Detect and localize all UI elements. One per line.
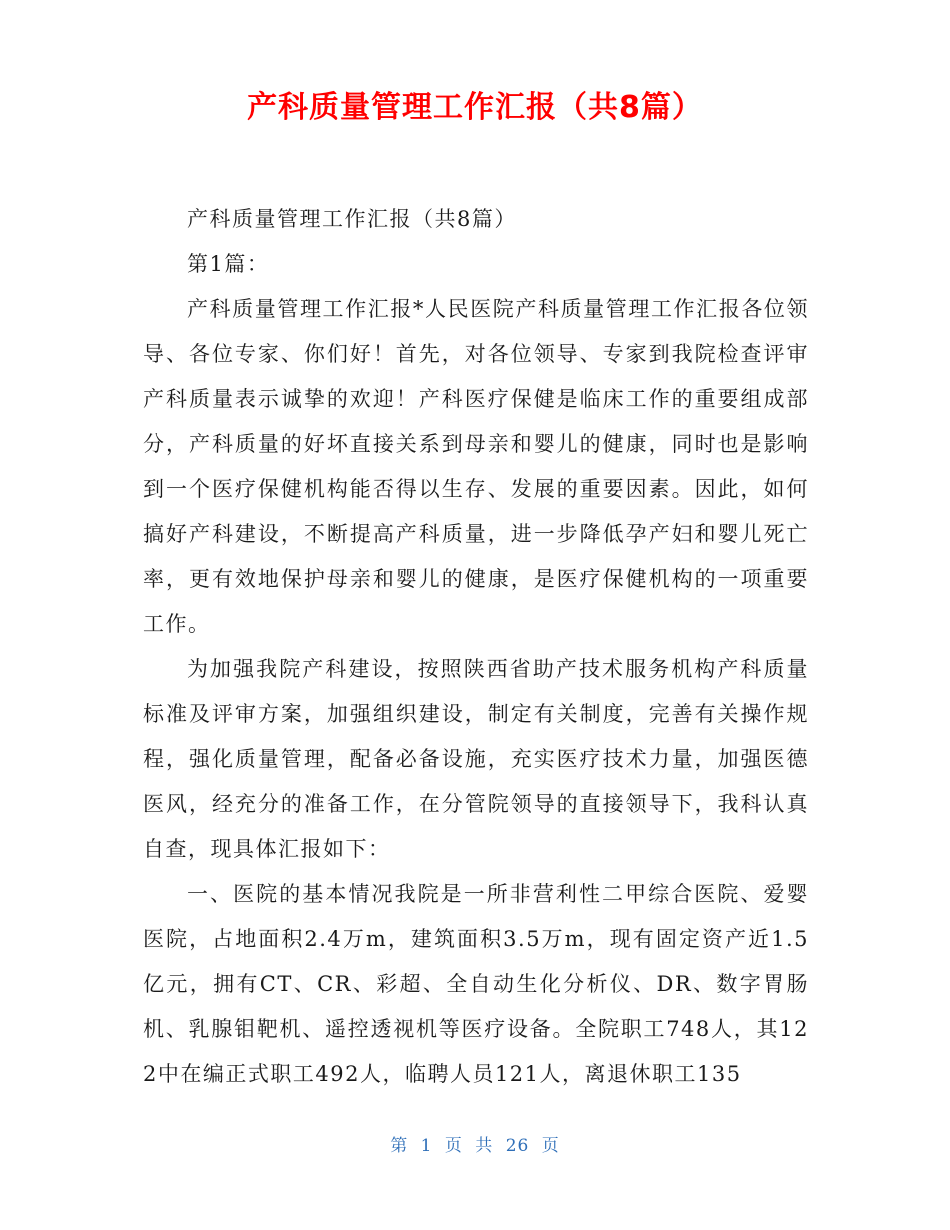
- paragraph-preparation: 为加强我院产科建设，按照陕西省助产技术服务机构产科质量标准及评审方案，加强组织建设，制定有关制度，完善有关操作规程，强化质量管理，配备必备设施，充实医疗技术力量，加强医德医风，经充分的准备工作，在分管院领导的直接领导下，我科认真自查，现具体汇报如下：: [143, 657, 809, 861]
- paragraph-subtitle: 产科质量管理工作汇报（共8篇）: [187, 207, 517, 231]
- page-number-footer: 第 1 页 共 26 页: [390, 1136, 560, 1156]
- paragraph-hospital-overview: 一、医院的基本情况我院是一所非营利性二甲综合医院、爱婴医院，占地面积2.4万m，建筑面积3.5万m，现有固定资产近1.5亿元，拥有CT、CR、彩超、全自动生化分析仪、DR、数字胃肠机、乳腺钼靶机、遥控透视机等医疗设备。全院职工748人，其122中在编正式职工492人，临聘人员121人，离退休职工135: [143, 882, 809, 1086]
- document-body: [143, 197, 809, 1097]
- paragraph-intro: 产科质量管理工作汇报*人民医院产科质量管理工作汇报各位领导、各位专家、你们好！首先，对各位领导、专家到我院检查评审产科质量表示诚挚的欢迎！产科医疗保健是临床工作的重要组成部分，产科质量的好坏直接关系到母亲和婴儿的健康，同时也是影响到一个医疗保健机构能否得以生存、发展的重要因素。因此，如何搞好产科建设，不断提高产科质量，进一步降低孕产妇和婴儿死亡率，更有效地保护母亲和婴儿的健康，是医疗保健机构的一项重要工作。: [143, 297, 809, 636]
- paragraph-section-label: 第1篇：: [187, 252, 270, 276]
- document-title: 产科质量管理工作汇报（共8篇）: [247, 90, 703, 125]
